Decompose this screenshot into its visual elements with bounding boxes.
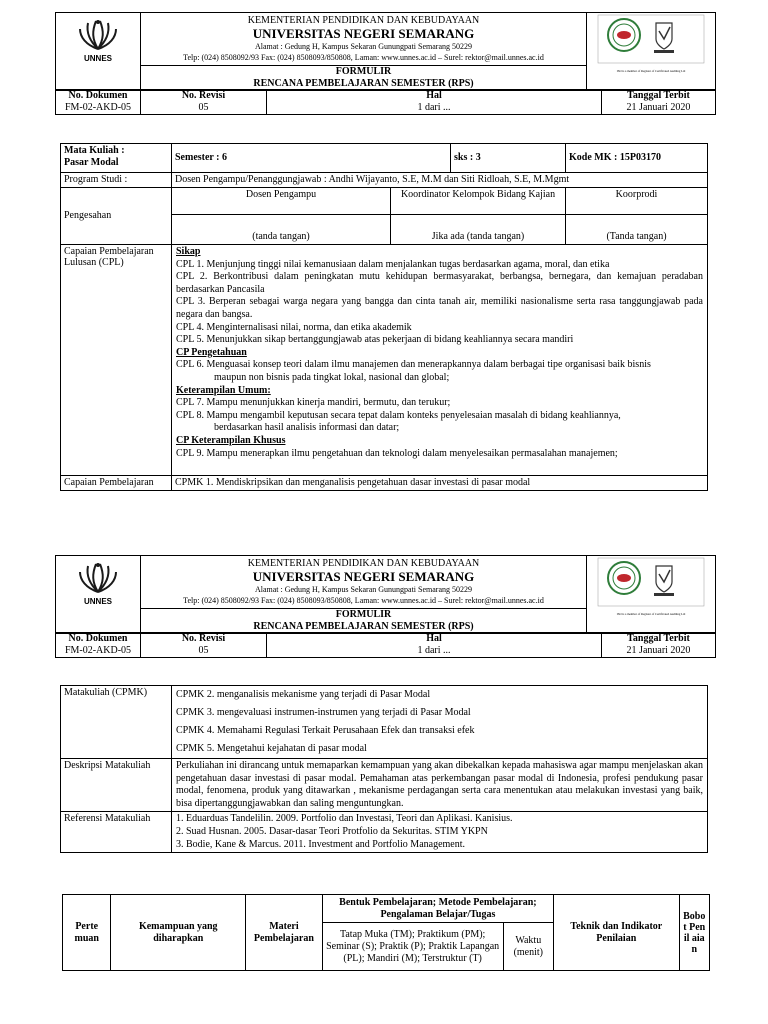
col-material: Materi Pembelajaran bbox=[246, 895, 323, 971]
form-label: FORMULIR bbox=[335, 609, 392, 620]
course-name-label: Mata Kuliah : bbox=[64, 145, 125, 156]
cpmk-item: CPMK 3. mengevaluasi instrumen-instrumen yang terjadi di Pasar Modal bbox=[176, 707, 471, 718]
doc-no-value: FM-02-AKD-05 bbox=[64, 645, 132, 656]
page-value: 1 dari ... bbox=[417, 645, 451, 656]
col-meeting: Perte muan bbox=[63, 895, 111, 971]
institution-block bbox=[141, 13, 587, 66]
form-title-block bbox=[141, 609, 587, 634]
document-header bbox=[55, 12, 716, 91]
schedule-table bbox=[62, 894, 710, 971]
course-description: Perkuliahan ini dirancang untuk memaparkan kemampuan yang akan dibekalkan kepada mahasiswa agar mampu menjelaskan akan pengetahuan dasar investasi di pasar modal. Pemahaman atas perkembangan pasar modal di Indonesia, profesi pendukung pasar modal, fenomena, produk yang ditawarkan , mekanisme perdagangan serta cara menentukan atau melakukan investasi yang baik, bisa dipertanggungjawabkan dan saling menguntungkan. bbox=[172, 759, 708, 812]
revision-label: No. Revisi bbox=[181, 90, 226, 101]
sks: sks : 3 bbox=[451, 144, 566, 173]
logo-cell bbox=[56, 13, 141, 91]
cpl-item-continuation: maupun non bisnis pada tingkat lokal, nasional dan global; bbox=[214, 371, 450, 383]
document-header-page2 bbox=[55, 555, 716, 634]
col-weight: Bobo t Penil aian bbox=[679, 895, 710, 971]
reference-item: 1. Eduarduas Tandelilin. 2009. Portfolio dan Investasi, Teori dan Aplikasi. Kanisius. bbox=[176, 813, 513, 824]
doc-no-value: FM-02-AKD-05 bbox=[64, 102, 132, 113]
certification-cell bbox=[587, 556, 716, 634]
semester: Semester : 6 bbox=[172, 144, 451, 173]
col-learning-form: Bentuk Pembelajaran; Metode Pembelajaran; Pengalaman Belajar/Tugas bbox=[322, 895, 553, 923]
mk-label: Matakuliah (CPMK) bbox=[61, 686, 172, 759]
cpl-item: CPL 6. Menguasai konsep teori dalam ilmu manajemen dan menerapkannya dalam berbagai tipe organisasi baik bisnis bbox=[176, 359, 651, 371]
revision-value: 05 bbox=[198, 645, 209, 656]
cpl-item: CPL 1. Menjunjung tinggi nilai kemanusiaan dalam menjalankan tugas berdasarkan agama, moral, dan etika bbox=[176, 258, 610, 270]
revision-cell bbox=[141, 90, 267, 115]
col-ability: Kemampuan yang diharapkan bbox=[111, 895, 246, 971]
reference-item: 2. Suad Husnan. 2005. Dasar-dasar Teori Protfolio da Sekuritas. STIM YKPN bbox=[176, 825, 488, 837]
keterampilan-umum-title: Keterampilan Umum: bbox=[176, 384, 271, 396]
iso-certification-icon bbox=[596, 556, 706, 608]
reference-item: 3. Bodie, Kane & Marcus. 2011. Investment and Portfolio Management. bbox=[176, 838, 466, 850]
pengetahuan-title: CP Pengetahuan bbox=[176, 346, 247, 358]
cpl-label: Capaian Pembelajaran Lulusan (CPL) bbox=[61, 245, 172, 476]
keterampilan-khusus-title: CP Keterampilan Khusus bbox=[176, 434, 286, 446]
ref-label: Referensi Matakuliah bbox=[61, 812, 172, 853]
form-title-block bbox=[141, 66, 587, 91]
col-technique: Teknik dan Indikator Penilaian bbox=[554, 895, 679, 971]
cpl-item-continuation: berdasarkan hasil analisis informasi dan datar; bbox=[214, 422, 400, 434]
page-label: Hal bbox=[426, 633, 442, 644]
university-name: UNIVERSITAS NEGERI SEMARANG bbox=[252, 569, 475, 584]
program-label: Program Studi : bbox=[61, 173, 172, 188]
logo-text: UNNES bbox=[83, 597, 112, 606]
unnes-logo-icon bbox=[76, 560, 120, 596]
iso-certification-icon bbox=[596, 13, 706, 65]
ministry-name: KEMENTERIAN PENDIDIKAN DAN KEBUDAYAAN bbox=[247, 15, 480, 26]
cert-caption: ISO is a member of Register of Certificated Auditing Ltd bbox=[616, 612, 686, 616]
desc-label: Deskripsi Matakuliah bbox=[61, 759, 172, 812]
revision-value: 05 bbox=[198, 102, 209, 113]
date-value: 21 Januari 2020 bbox=[626, 645, 691, 656]
logo-text: UNNES bbox=[83, 54, 112, 63]
date-cell bbox=[602, 633, 716, 658]
form-label: FORMULIR bbox=[335, 66, 392, 77]
cpl-item: CPL 9. Mampu menerapkan ilmu pengetahuan dan teknologi dalam menyelesaikan permasalahan manajemen; bbox=[176, 447, 618, 459]
cpl-content bbox=[172, 245, 708, 476]
course-code: Kode MK : 15P03170 bbox=[566, 144, 708, 173]
course-name-value: Pasar Modal bbox=[64, 157, 119, 168]
course-info-table bbox=[60, 143, 708, 491]
cpl-item: CPL 5. Menunjukkan sikap bertanggungjawab atas pekerjaan di bidang keahliannya secara mandiri bbox=[176, 334, 574, 346]
approval-head: Koorprodi bbox=[566, 188, 708, 215]
form-title: RENCANA PEMBELAJARAN SEMESTER (RPS) bbox=[253, 621, 474, 632]
page-value: 1 dari ... bbox=[417, 102, 451, 113]
sikap-title: Sikap bbox=[176, 246, 201, 257]
logo-cell bbox=[56, 556, 141, 634]
signature-coordinator: Jika ada (tanda tangan) bbox=[391, 215, 566, 245]
document-meta-row bbox=[55, 89, 716, 115]
cpmk-item: CPMK 4. Memahami Regulasi Terkait Perusahaan Efek dan transaksi efek bbox=[176, 725, 475, 736]
signature-lecturer: (tanda tangan) bbox=[172, 215, 391, 245]
cpmk-list bbox=[172, 686, 708, 759]
cpmk1: CPMK 1. Mendiskripsikan dan menganalisis pengetahuan dasar investasi di pasar modal bbox=[172, 476, 708, 491]
date-value: 21 Januari 2020 bbox=[626, 102, 691, 113]
lecturer-info: Dosen Pengampu/Penanggungjawab : Andhi Wijayanto, S.E, M.M dan Siti Ridloah, S.E, M.Mgmt bbox=[172, 173, 708, 188]
approval-lecturer: Dosen Pengampu bbox=[172, 188, 391, 215]
cpl-item: CPL 7. Mampu menunjukkan kinerja mandiri, bermutu, dan terukur; bbox=[176, 397, 451, 409]
col-form-detail: Tatap Muka (TM); Praktikum (PM); Seminar (S); Praktik (P); Praktik Lapangan (PL); Mandiri (M); Terstruktur (T) bbox=[322, 923, 503, 971]
address: Alamat : Gedung H, Kampus Sekaran Gunungpati Semarang 50229 bbox=[254, 585, 473, 594]
cpmk-item: CPMK 5. Mengetahui kejahatan di pasar modal bbox=[176, 743, 367, 754]
date-cell bbox=[602, 90, 716, 115]
date-label: Tanggal Terbit bbox=[627, 90, 690, 101]
cp-label: Capaian Pembelajaran bbox=[61, 476, 172, 491]
document-meta-row-page2 bbox=[55, 632, 716, 658]
certification-cell bbox=[587, 13, 716, 91]
col-time: Waktu (menit) bbox=[503, 923, 554, 971]
approval-label: Pengesahan bbox=[61, 188, 172, 245]
approval-coordinator: Koordinator Kelompok Bidang Kajian bbox=[391, 188, 566, 215]
cert-caption: ISO is a member of Register of Certificated Auditing Ltd bbox=[616, 69, 686, 73]
cpl-item: CPL 4. Menginternalisasi nilai, norma, dan etika akademik bbox=[176, 321, 412, 333]
address: Alamat : Gedung H, Kampus Sekaran Gunungpati Semarang 50229 bbox=[254, 42, 473, 51]
doc-no-cell bbox=[56, 90, 141, 115]
signature-head: (Tanda tangan) bbox=[566, 215, 708, 245]
doc-no-cell bbox=[56, 633, 141, 658]
unnes-logo-icon bbox=[76, 17, 120, 53]
form-title: RENCANA PEMBELAJARAN SEMESTER (RPS) bbox=[253, 78, 474, 89]
page-cell bbox=[267, 633, 602, 658]
cpl-item: CPL 3. Berperan sebagai warga negara yang bangga dan cinta tanah air, memiliki nasionalisme serta rasa tanggungjawab pada negara dan bangsa. bbox=[176, 296, 703, 320]
contact-info: Telp: (024) 8508092/93 Fax: (024) 8508093/850808, Laman: www.unnes.ac.id – Surel: rektor@mail.unnes.ac.id bbox=[183, 53, 544, 62]
page-label: Hal bbox=[426, 90, 442, 101]
revision-label: No. Revisi bbox=[181, 633, 226, 644]
doc-no-label: No. Dokumen bbox=[68, 633, 128, 644]
doc-no-label: No. Dokumen bbox=[68, 90, 128, 101]
cpmk-table bbox=[60, 685, 708, 853]
page-cell bbox=[267, 90, 602, 115]
university-name: UNIVERSITAS NEGERI SEMARANG bbox=[252, 26, 475, 41]
cpl-item: CPL 2. Berkontribusi dalam peningkatan mutu kehidupan bermasyarakat, berbangsa, bernegara, dan kemajuan peradaban berdasarkan Pancasila bbox=[176, 271, 703, 295]
date-label: Tanggal Terbit bbox=[627, 633, 690, 644]
spacer bbox=[176, 460, 703, 474]
cpl-item: CPL 8. Mampu mengambil keputusan secara tepat dalam konteks penyelesaian masalah di bidang keahliannya, bbox=[176, 409, 621, 421]
references bbox=[172, 812, 708, 853]
institution-block bbox=[141, 556, 587, 609]
course-name-cell bbox=[61, 144, 172, 173]
cpmk-item: CPMK 2. menganalisis mekanisme yang terjadi di Pasar Modal bbox=[176, 689, 431, 700]
ministry-name: KEMENTERIAN PENDIDIKAN DAN KEBUDAYAAN bbox=[247, 558, 480, 569]
revision-cell bbox=[141, 633, 267, 658]
contact-info: Telp: (024) 8508092/93 Fax: (024) 8508093/850808, Laman: www.unnes.ac.id – Surel: rektor@mail.unnes.ac.id bbox=[183, 596, 544, 605]
